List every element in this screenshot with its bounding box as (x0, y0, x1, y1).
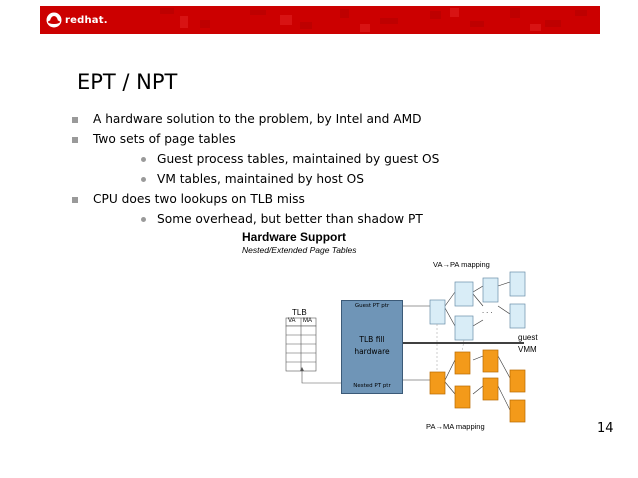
redhat-logo (46, 12, 108, 28)
tlb-fill-hardware-box (341, 300, 403, 394)
guest-pt-ptr-label: Guest PT ptr (354, 303, 390, 309)
banner-pattern (40, 6, 600, 34)
guest-page-tables (430, 272, 525, 340)
square-bullet-icon (72, 117, 78, 123)
square-bullet-icon (72, 137, 78, 143)
tlb-fill-label: TLB fill (359, 335, 385, 344)
ellipsis-label: . . . (482, 306, 493, 315)
round-bullet-icon (141, 217, 146, 222)
header-banner (40, 6, 600, 34)
nested-pt-ptr-label: Nested PT ptr (353, 383, 391, 389)
round-bullet-icon (141, 157, 146, 162)
va-pa-mapping-label: VA→PA mapping (433, 260, 490, 269)
tlb-fill-hardware-label: hardware (354, 347, 390, 356)
guest-label: guest (518, 333, 538, 342)
nested-page-tables (430, 350, 525, 422)
round-bullet-icon (141, 177, 146, 182)
hardware-support-figure (240, 228, 540, 434)
tlb-label: TLB (292, 308, 307, 317)
slide-title: EPT / NPT (77, 70, 178, 94)
logo-wordmark: redhat. (65, 14, 108, 26)
tlb-table (286, 318, 316, 371)
page-number: 14 (597, 421, 614, 436)
figure-title: Hardware Support (242, 230, 347, 244)
tlb-col-va: VA (288, 318, 296, 324)
vmm-label: VMM (518, 345, 537, 354)
tlb-col-ma: MA (303, 318, 312, 324)
pa-ma-mapping-label: PA→MA mapping (426, 422, 485, 431)
square-bullet-icon (72, 197, 78, 203)
shadowman-icon (46, 12, 62, 28)
figure-subtitle: Nested/Extended Page Tables (242, 245, 357, 255)
